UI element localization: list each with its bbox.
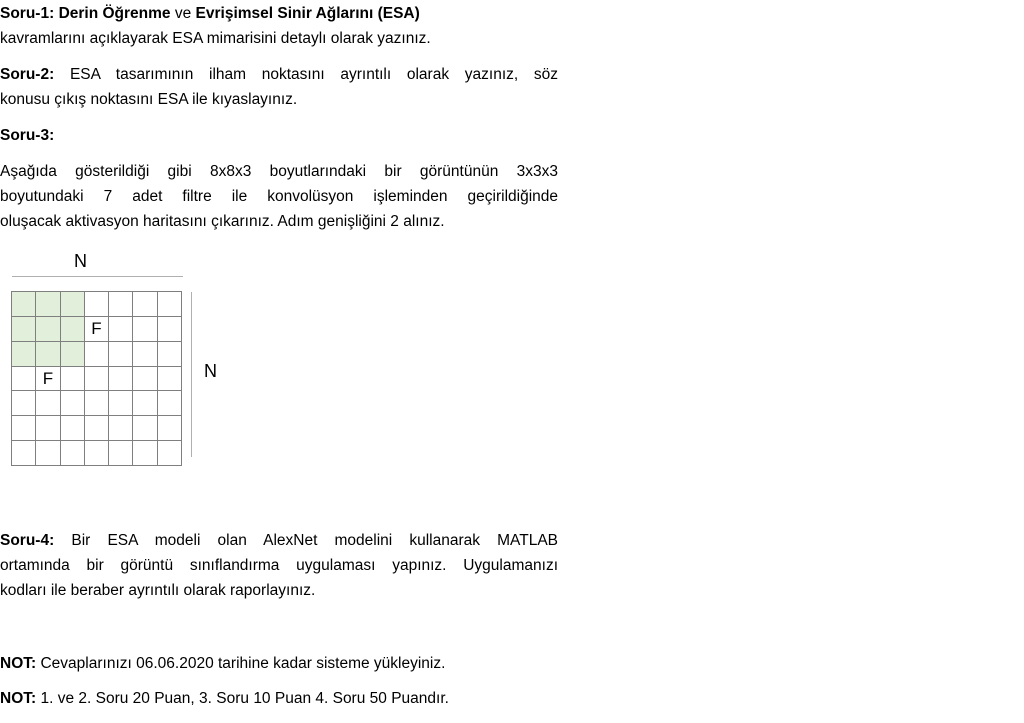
grid-cell	[85, 317, 109, 342]
question-1-connector: ve	[174, 5, 192, 22]
question-3-body	[0, 159, 558, 234]
grid-cell	[109, 391, 133, 416]
figure-side-dimension-line	[191, 292, 192, 457]
grid-cell	[133, 391, 157, 416]
grid-cell	[12, 441, 36, 466]
question-3-line-1: Aşağıda gösterildiği gibi 8x8x3 boyutlarındaki bir görüntünün 3x3x3	[0, 163, 558, 180]
grid-cell	[12, 367, 36, 392]
note-deadline-label: NOT:	[0, 655, 37, 672]
question-4-text-1: Bir ESA modeli olan AlexNet modelini kullanarak MATLAB	[71, 532, 559, 549]
grid-cell	[109, 292, 133, 317]
question-2-line-2: konusu çıkış noktasını ESA ile kıyaslayınız.	[0, 91, 298, 108]
grid-cell	[158, 367, 182, 392]
grid-cell	[85, 441, 109, 466]
grid-cell-filter-highlight	[12, 317, 36, 342]
grid-cell	[158, 292, 182, 317]
grid-cell	[61, 416, 85, 441]
question-2-label: Soru-2:	[0, 66, 55, 83]
grid-cell	[109, 342, 133, 367]
grid-cell	[133, 292, 157, 317]
note-deadline-text: Cevaplarınızı 06.06.2020 tarihine kadar sisteme yükleyiniz.	[40, 655, 446, 672]
grid-cell	[61, 391, 85, 416]
grid-cell-filter-highlight	[12, 342, 36, 367]
grid-cell	[61, 367, 85, 392]
grid-cell	[133, 416, 157, 441]
grid-cell-filter-highlight	[36, 342, 60, 367]
grid-cell	[109, 416, 133, 441]
grid-cell	[133, 342, 157, 367]
grid-cell	[133, 441, 157, 466]
grid-cell	[36, 416, 60, 441]
note-points-label: NOT:	[0, 690, 37, 707]
question-2-text-1: ESA tasarımının ilham noktasını ayrıntılı olarak yazınız, söz	[69, 66, 559, 83]
grid-cell	[85, 416, 109, 441]
grid-cell-filter-highlight	[61, 317, 85, 342]
question-1	[0, 1, 558, 51]
grid-cell-filter-highlight	[36, 292, 60, 317]
question-4-line-1	[0, 528, 558, 553]
figure-side-dimension-label: N	[204, 361, 217, 381]
grid-cell	[85, 367, 109, 392]
question-2	[0, 62, 558, 112]
question-4-line-3: kodları ile beraber ayrıntılı olarak raporlayınız.	[0, 582, 316, 599]
grid-cell	[158, 342, 182, 367]
filter-mark: F	[42, 368, 54, 388]
question-1-title-part1: Derin Öğrenme	[58, 5, 171, 22]
grid-cell	[158, 416, 182, 441]
grid-cell	[85, 292, 109, 317]
grid-cell-filter-highlight	[12, 292, 36, 317]
grid-cell-filter-highlight	[36, 317, 60, 342]
question-4-line-2: ortamında bir görüntü sınıflandırma uygulaması yapınız. Uygulamanızı	[0, 557, 558, 574]
grid-cell-filter-highlight	[61, 342, 85, 367]
grid-cell	[36, 441, 60, 466]
grid-cell	[12, 416, 36, 441]
convolution-grid	[11, 291, 182, 466]
grid-cell	[109, 317, 133, 342]
question-2-line-1	[0, 62, 558, 87]
grid-cell	[36, 367, 60, 392]
figure-top-dimension-line	[12, 276, 183, 277]
question-1-title-part2: Evrişimsel Sinir Ağlarını (ESA)	[195, 5, 420, 22]
grid-cell	[133, 317, 157, 342]
grid-cell	[12, 391, 36, 416]
question-4	[0, 528, 558, 603]
question-3	[0, 123, 558, 148]
grid-cell	[36, 391, 60, 416]
grid-cell	[85, 391, 109, 416]
filter-mark: F	[91, 319, 102, 339]
note-points-text: 1. ve 2. Soru 20 Puan, 3. Soru 10 Puan 4. Soru 50 Puandır.	[40, 690, 449, 707]
note-deadline	[0, 651, 558, 676]
grid-cell	[109, 441, 133, 466]
grid-cell	[158, 441, 182, 466]
grid-cell	[133, 367, 157, 392]
question-3-line-2: boyutundaki 7 adet filtre ile konvolüsyon işleminden geçirildiğinde	[0, 188, 558, 205]
grid-cell	[158, 317, 182, 342]
grid-cell-filter-highlight	[61, 292, 85, 317]
grid-cell	[85, 342, 109, 367]
figure-top-dimension-label: N	[74, 251, 87, 271]
grid-cell	[61, 441, 85, 466]
question-1-heading	[0, 1, 558, 26]
grid-cell	[109, 367, 133, 392]
question-1-text: kavramlarını açıklayarak ESA mimarisini detaylı olarak yazınız.	[0, 30, 431, 47]
question-1-label: Soru-1:	[0, 5, 55, 22]
note-points	[0, 686, 558, 711]
question-3-label: Soru-3:	[0, 127, 55, 144]
grid-cell	[158, 391, 182, 416]
question-4-label: Soru-4:	[0, 532, 55, 549]
question-3-line-3: oluşacak aktivasyon haritasını çıkarınız. Adım genişliğini 2 alınız.	[0, 213, 445, 230]
